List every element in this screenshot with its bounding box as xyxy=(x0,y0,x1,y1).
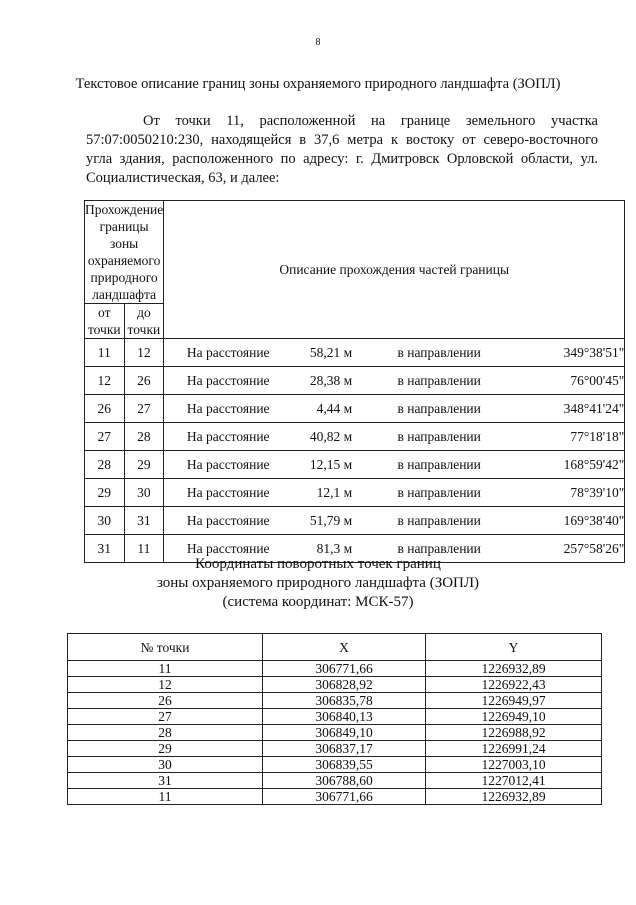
segment-description xyxy=(164,423,625,451)
table-row xyxy=(85,339,625,367)
table-row xyxy=(68,661,602,677)
from-point: 27 xyxy=(85,423,125,451)
header-passage: Прохождение границы зоны охраняемого природного ландшафта xyxy=(85,202,164,302)
distance-value: 51,79 м xyxy=(309,512,353,528)
coord-x: 306837,17 xyxy=(263,741,426,757)
coord-x: 306771,66 xyxy=(263,789,426,805)
coord-x: 306849,10 xyxy=(263,725,426,741)
to-point: 11 xyxy=(124,535,164,563)
distance-value: 40,82 м xyxy=(309,428,353,444)
column-header: № точки xyxy=(68,634,263,661)
to-point: 28 xyxy=(124,423,164,451)
point-number: 30 xyxy=(68,757,263,773)
distance-label: На расстояние xyxy=(186,484,270,500)
from-point: 29 xyxy=(85,479,125,507)
coord-y: 1227003,10 xyxy=(426,757,602,773)
point-number: 28 xyxy=(68,725,263,741)
coord-x: 306828,92 xyxy=(263,677,426,693)
point-number: 29 xyxy=(68,741,263,757)
table-row xyxy=(85,367,625,395)
direction-label: в направлении xyxy=(397,372,481,388)
distance-value: 58,21 м xyxy=(309,344,353,360)
distance-value: 28,38 м xyxy=(309,372,353,388)
coord-y: 1226991,24 xyxy=(426,741,602,757)
from-point: 30 xyxy=(85,507,125,535)
from-point: 12 xyxy=(85,367,125,395)
segment-description xyxy=(164,367,625,395)
coord-y: 1226949,10 xyxy=(426,709,602,725)
table-row xyxy=(68,773,602,789)
table-row xyxy=(68,693,602,709)
intro-line: Социалистическая, 63, и далее: xyxy=(86,170,280,186)
coordinates-table xyxy=(67,633,602,805)
point-number: 11 xyxy=(68,661,263,677)
intro-line: От точки 11, расположенной на границе земельного участка xyxy=(143,113,598,129)
segment-description xyxy=(164,395,625,423)
coord-x: 306835,78 xyxy=(263,693,426,709)
direction-label: в направлении xyxy=(397,344,481,360)
distance-value: 4,44 м xyxy=(316,400,353,416)
segment-description xyxy=(164,339,625,367)
intro-line: 57:07:0050210:230, находящейся в 37,6 метра к востоку от северо-восточного xyxy=(86,132,598,148)
segment-description xyxy=(164,479,625,507)
header-description: Описание прохождения частей границы xyxy=(164,201,625,339)
direction-label: в направлении xyxy=(397,400,481,416)
to-point: 12 xyxy=(124,339,164,367)
header-from: от точки xyxy=(85,304,125,339)
from-point: 28 xyxy=(85,451,125,479)
coord-y: 1226988,92 xyxy=(426,725,602,741)
segment-description xyxy=(164,507,625,535)
distance-value: 81,3 м xyxy=(316,540,353,556)
table-row xyxy=(68,789,602,805)
table-row xyxy=(68,677,602,693)
page-number: 8 xyxy=(315,37,321,48)
point-number: 27 xyxy=(68,709,263,725)
coord-x: 306840,13 xyxy=(263,709,426,725)
to-point: 26 xyxy=(124,367,164,395)
distance-label: На расстояние xyxy=(186,456,270,472)
coord-y: 1227012,41 xyxy=(426,773,602,789)
point-number: 26 xyxy=(68,693,263,709)
page-title: Текстовое описание границ зоны охраняемого природного ландшафта (ЗОПЛ) xyxy=(75,76,561,92)
coordinates-title: Координаты поворотных точек границ зоны охраняемого природного ландшафта (ЗОПЛ) (система координат: МСК-57) xyxy=(156,556,480,610)
direction-angle: 76°00'45" xyxy=(570,372,625,388)
column-header: Y xyxy=(426,634,602,661)
coord-x: 306839,55 xyxy=(263,757,426,773)
direction-angle: 169°38'40" xyxy=(563,512,625,528)
distance-value: 12,15 м xyxy=(309,456,353,472)
distance-value: 12,1 м xyxy=(316,484,353,500)
point-number: 11 xyxy=(68,789,263,805)
boundary-table xyxy=(84,200,625,563)
coord-y: 1226922,43 xyxy=(426,677,602,693)
distance-label: На расстояние xyxy=(186,372,270,388)
coord-x: 306771,66 xyxy=(263,661,426,677)
to-point: 27 xyxy=(124,395,164,423)
distance-label: На расстояние xyxy=(186,344,270,360)
distance-label: На расстояние xyxy=(186,428,270,444)
direction-angle: 348°41'24" xyxy=(563,400,625,416)
intro-paragraph xyxy=(86,112,598,188)
direction-angle: 77°18'18" xyxy=(570,428,625,444)
table-row xyxy=(68,741,602,757)
from-point: 31 xyxy=(85,535,125,563)
from-point: 26 xyxy=(85,395,125,423)
table-row xyxy=(68,709,602,725)
distance-label: На расстояние xyxy=(186,400,270,416)
table-row xyxy=(68,725,602,741)
table-row xyxy=(85,479,625,507)
intro-line: угла здания, расположенного по адресу: г. Дмитровск Орловской области, ул. xyxy=(86,151,598,167)
to-point: 29 xyxy=(124,451,164,479)
table-row xyxy=(85,423,625,451)
distance-label: На расстояние xyxy=(186,512,270,528)
direction-label: в направлении xyxy=(397,540,481,556)
coord-y: 1226932,89 xyxy=(426,789,602,805)
table-row xyxy=(85,451,625,479)
header-to: до точки xyxy=(124,304,164,339)
direction-label: в направлении xyxy=(397,484,481,500)
direction-angle: 78°39'10" xyxy=(570,484,625,500)
distance-label: На расстояние xyxy=(186,540,270,556)
direction-label: в направлении xyxy=(397,456,481,472)
coord-y: 1226949,97 xyxy=(426,693,602,709)
point-number: 12 xyxy=(68,677,263,693)
direction-angle: 168°59'42" xyxy=(563,456,625,472)
direction-label: в направлении xyxy=(397,512,481,528)
point-number: 31 xyxy=(68,773,263,789)
table-row xyxy=(85,395,625,423)
table-row xyxy=(68,757,602,773)
coord-x: 306788,60 xyxy=(263,773,426,789)
table-row xyxy=(85,507,625,535)
from-point: 11 xyxy=(85,339,125,367)
direction-label: в направлении xyxy=(397,428,481,444)
segment-description xyxy=(164,451,625,479)
direction-angle: 257°58'26" xyxy=(563,540,625,556)
to-point: 31 xyxy=(124,507,164,535)
to-point: 30 xyxy=(124,479,164,507)
direction-angle: 349°38'51" xyxy=(563,344,625,360)
column-header: X xyxy=(263,634,426,661)
coord-y: 1226932,89 xyxy=(426,661,602,677)
